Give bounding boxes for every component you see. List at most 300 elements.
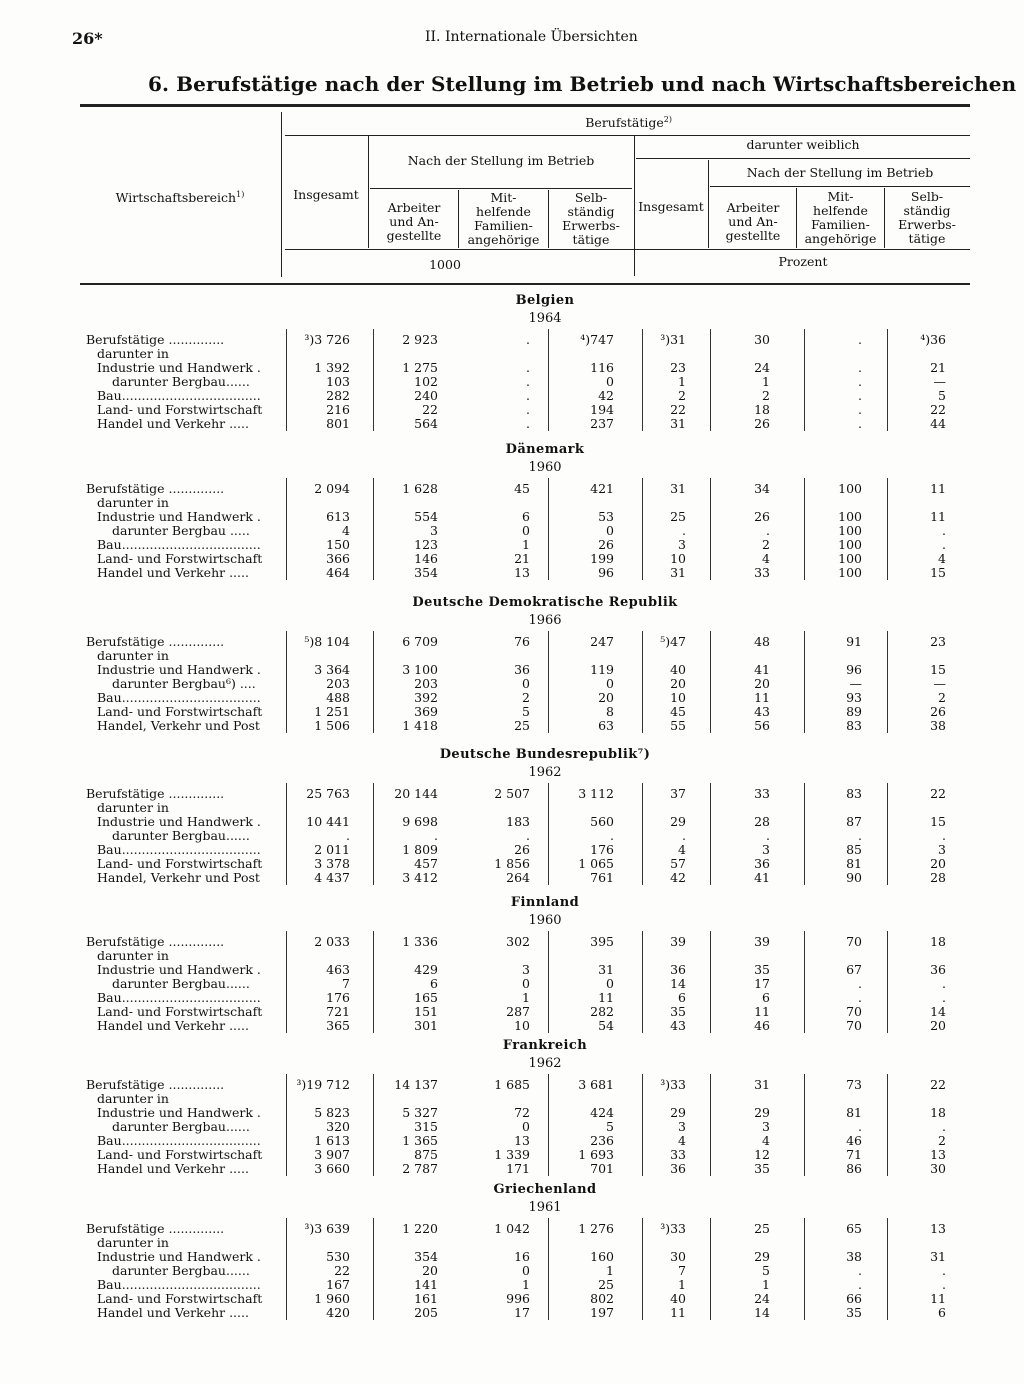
col-selbstaendig-line: ständig xyxy=(567,204,615,219)
year-label: 1966 xyxy=(528,613,562,628)
col-arbeiter-line: Arbeiter xyxy=(726,200,780,215)
unit-prozent: Prozent xyxy=(778,254,828,269)
row-label: darunter in xyxy=(97,496,169,510)
row-label: Handel und Verkehr ..... xyxy=(97,1019,249,1033)
cell-value: 46 xyxy=(754,1018,770,1033)
cell-value: 176 xyxy=(590,842,614,857)
row-label: darunter in xyxy=(97,1236,169,1250)
row-label: Land- und Forstwirtschaft xyxy=(97,857,263,871)
cell-value: 4 xyxy=(678,1133,686,1148)
cell-value: 53 xyxy=(598,509,614,524)
cell-value: 1 xyxy=(522,537,530,552)
cell-value: 42 xyxy=(598,388,614,403)
cell-value: 24 xyxy=(754,360,770,375)
row-label: darunter Bergbau...... xyxy=(112,829,250,843)
cell-value: 1 365 xyxy=(402,1133,438,1148)
column-rule xyxy=(548,1218,549,1320)
cell-value: 464 xyxy=(326,565,350,580)
col-arbeiter-weiblich xyxy=(710,201,796,243)
cell-value: 18 xyxy=(930,1105,946,1120)
row-label: Handel und Verkehr ..... xyxy=(97,566,249,580)
cell-value: 40 xyxy=(670,1291,686,1306)
cell-value: 1 809 xyxy=(402,842,438,857)
cell-value: 33 xyxy=(754,786,770,801)
country-name: Griechenland xyxy=(493,1182,597,1197)
cell-value: 100 xyxy=(838,509,862,524)
cell-value: . xyxy=(858,990,862,1005)
cell-value: 996 xyxy=(506,1291,530,1306)
cell-value: . xyxy=(526,416,530,431)
cell-value: 3 681 xyxy=(578,1077,614,1092)
cell-value: 23 xyxy=(670,360,686,375)
cell-value: 264 xyxy=(506,870,530,885)
cell-value: 1 628 xyxy=(402,481,438,496)
row-label: darunter in xyxy=(97,949,169,963)
row-label: Bau................................... xyxy=(97,691,261,705)
cell-value: 20 xyxy=(930,856,946,871)
year-label: 1960 xyxy=(528,913,562,928)
cell-value: 39 xyxy=(670,934,686,949)
cell-value: . xyxy=(766,828,770,843)
top-rule xyxy=(80,104,970,107)
rule xyxy=(708,160,709,248)
cell-value: 287 xyxy=(506,1004,530,1019)
cell-value: 1 392 xyxy=(314,360,350,375)
cell-value: 4 437 xyxy=(314,870,350,885)
cell-value: ⁴)747 xyxy=(580,332,614,347)
col-arbeiter-line: gestellte xyxy=(725,228,781,243)
cell-value: 315 xyxy=(414,1119,438,1134)
cell-value: 6 xyxy=(430,976,438,991)
cell-value: 39 xyxy=(754,934,770,949)
row-label: Berufstätige .............. xyxy=(86,935,225,949)
col-arbeiter-line: und An- xyxy=(389,214,439,229)
cell-value: . xyxy=(526,332,530,347)
cell-value: 1 xyxy=(522,1277,530,1292)
cell-value: 72 xyxy=(514,1105,530,1120)
cell-value: 6 xyxy=(522,509,530,524)
cell-value: . xyxy=(858,976,862,991)
cell-value: . xyxy=(942,1263,946,1278)
cell-value: 369 xyxy=(414,704,438,719)
cell-value: 167 xyxy=(326,1277,350,1292)
cell-value: . xyxy=(526,388,530,403)
cell-value: . xyxy=(858,416,862,431)
cell-value: 237 xyxy=(590,416,614,431)
cell-value: 33 xyxy=(754,565,770,580)
cell-value: 1 xyxy=(678,1277,686,1292)
cell-value: 3 100 xyxy=(402,662,438,677)
cell-value: 26 xyxy=(514,842,530,857)
cell-value: 199 xyxy=(590,551,614,566)
cell-value: 301 xyxy=(414,1018,438,1033)
cell-value: 1 220 xyxy=(402,1221,438,1236)
row-label: Bau................................... xyxy=(97,843,261,857)
cell-value: 36 xyxy=(670,1161,686,1176)
row-label: Handel und Verkehr ..... xyxy=(97,1162,249,1176)
cell-value: 205 xyxy=(414,1305,438,1320)
cell-value: 1 685 xyxy=(494,1077,530,1092)
col-selbstaendig xyxy=(549,191,633,247)
cell-value: . xyxy=(858,828,862,843)
cell-value: 13 xyxy=(514,565,530,580)
cell-value: 3 xyxy=(522,962,530,977)
cell-value: 56 xyxy=(754,718,770,733)
cell-value: ³)33 xyxy=(660,1077,686,1092)
cell-value: 18 xyxy=(754,402,770,417)
row-label: Bau................................... xyxy=(97,538,261,552)
stub-header xyxy=(90,188,270,205)
cell-value: 22 xyxy=(334,1263,350,1278)
cell-value: 25 xyxy=(754,1221,770,1236)
cell-value: 701 xyxy=(590,1161,614,1176)
cell-value: 71 xyxy=(846,1147,862,1162)
row-label: darunter in xyxy=(97,649,169,663)
row-label: Industrie und Handwerk . xyxy=(97,1106,261,1120)
cell-value: 875 xyxy=(414,1147,438,1162)
col-selbstaendig-line: Erwerbs- xyxy=(898,217,956,232)
cell-value: 802 xyxy=(590,1291,614,1306)
cell-value: 5 823 xyxy=(314,1105,350,1120)
cell-value: 13 xyxy=(514,1133,530,1148)
table-title: 6. Berufstätige nach der Stellung im Betrieb und nach Wirtschaftsbereichen xyxy=(148,72,1017,96)
row-label: Bau................................... xyxy=(97,1134,261,1148)
cell-value: 11 xyxy=(930,481,946,496)
row-label: Land- und Forstwirtschaft xyxy=(97,403,263,417)
cell-value: 3 378 xyxy=(314,856,350,871)
cell-value: 463 xyxy=(326,962,350,977)
row-label: Handel und Verkehr ..... xyxy=(97,1306,249,1320)
col-selbstaendig-line: Selb- xyxy=(574,190,608,205)
col-nach-stellung-weiblich: Nach der Stellung im Betrieb xyxy=(746,165,934,180)
cell-value: 123 xyxy=(414,537,438,552)
cell-value: 36 xyxy=(670,962,686,977)
cell-value: . xyxy=(526,828,530,843)
cell-value: . xyxy=(526,360,530,375)
cell-value: 0 xyxy=(606,374,614,389)
cell-value: 14 xyxy=(754,1305,770,1320)
cell-value: 23 xyxy=(930,634,946,649)
cell-value: 1 xyxy=(678,374,686,389)
cell-value: 282 xyxy=(590,1004,614,1019)
cell-value: 1 251 xyxy=(314,704,350,719)
cell-value: 10 xyxy=(514,1018,530,1033)
cell-value: 54 xyxy=(598,1018,614,1033)
cell-value: 20 xyxy=(670,676,686,691)
cell-value: 6 709 xyxy=(402,634,438,649)
col-mithelfende xyxy=(459,191,548,247)
cell-value: 183 xyxy=(506,814,530,829)
cell-value: 93 xyxy=(846,690,862,705)
cell-value: . xyxy=(942,990,946,1005)
cell-value: 151 xyxy=(414,1004,438,1019)
col-mithelfende-line: Mit- xyxy=(490,190,517,205)
cell-value: . xyxy=(682,523,686,538)
cell-value: 1 xyxy=(762,374,770,389)
cell-value: 0 xyxy=(522,676,530,691)
page-number: 26* xyxy=(72,29,103,48)
cell-value: 176 xyxy=(326,990,350,1005)
cell-value: 36 xyxy=(754,856,770,871)
cell-value: 22 xyxy=(930,1077,946,1092)
cell-value: 302 xyxy=(506,934,530,949)
cell-value: — xyxy=(933,676,946,691)
year-label: 1961 xyxy=(528,1200,562,1215)
cell-value: ⁵)47 xyxy=(660,634,686,649)
cell-value: 0 xyxy=(606,523,614,538)
cell-value: 354 xyxy=(414,1249,438,1264)
cell-value: 10 xyxy=(670,690,686,705)
cell-value: 1 856 xyxy=(494,856,530,871)
cell-value: . xyxy=(434,828,438,843)
cell-value: 488 xyxy=(326,690,350,705)
cell-value: 424 xyxy=(590,1105,614,1120)
cell-value: 1 336 xyxy=(402,934,438,949)
cell-value: 2 xyxy=(762,537,770,552)
cell-value: 70 xyxy=(846,934,862,949)
row-label: Handel, Verkehr und Post xyxy=(97,719,260,733)
row-label: Handel, Verkehr und Post xyxy=(97,871,260,885)
cell-value: 1 042 xyxy=(494,1221,530,1236)
cell-value: 554 xyxy=(414,509,438,524)
cell-value: 26 xyxy=(754,509,770,524)
cell-value: 20 xyxy=(422,1263,438,1278)
cell-value: 28 xyxy=(754,814,770,829)
cell-value: . xyxy=(858,1119,862,1134)
cell-value: 1 960 xyxy=(314,1291,350,1306)
cell-value: 2 923 xyxy=(402,332,438,347)
cell-value: 2 507 xyxy=(494,786,530,801)
cell-value: 20 xyxy=(930,1018,946,1033)
cell-value: 2 787 xyxy=(402,1161,438,1176)
cell-value: 240 xyxy=(414,388,438,403)
country-name: Dänemark xyxy=(505,442,585,457)
country-name: Deutsche Demokratische Republik xyxy=(412,595,678,610)
cell-value: 14 xyxy=(930,1004,946,1019)
cell-value: 3 364 xyxy=(314,662,350,677)
cell-value: 35 xyxy=(846,1305,862,1320)
cell-value: 6 xyxy=(938,1305,946,1320)
cell-value: 87 xyxy=(846,814,862,829)
col-mithelfende-line: angehörige xyxy=(804,231,877,246)
column-rule xyxy=(548,478,549,580)
cell-value: 3 xyxy=(430,523,438,538)
cell-value: 3 xyxy=(678,1119,686,1134)
cell-value: 42 xyxy=(670,870,686,885)
cell-value: 25 xyxy=(514,718,530,733)
cell-value: 3 xyxy=(762,1119,770,1134)
cell-value: 100 xyxy=(838,481,862,496)
cell-value: 65 xyxy=(846,1221,862,1236)
cell-value: 45 xyxy=(514,481,530,496)
row-label: darunter Bergbau...... xyxy=(112,977,250,991)
cell-value: 21 xyxy=(514,551,530,566)
cell-value: 203 xyxy=(414,676,438,691)
cell-value: 17 xyxy=(754,976,770,991)
top-header-label: Berufstätige xyxy=(585,115,664,131)
cell-value: 28 xyxy=(930,870,946,885)
row-label: Industrie und Handwerk . xyxy=(97,815,261,829)
cell-value: 18 xyxy=(930,934,946,949)
cell-value: 1 xyxy=(762,1277,770,1292)
cell-value: . xyxy=(858,402,862,417)
stub-header-note: 1) xyxy=(236,190,245,199)
cell-value: — xyxy=(933,374,946,389)
cell-value: 0 xyxy=(522,523,530,538)
cell-value: 320 xyxy=(326,1119,350,1134)
col-selbstaendig-line: ständig xyxy=(903,203,951,218)
country-name: Belgien xyxy=(515,293,575,308)
cell-value: 31 xyxy=(670,416,686,431)
cell-value: ³)19 712 xyxy=(296,1077,350,1092)
cell-value: 141 xyxy=(414,1277,438,1292)
column-rule xyxy=(548,931,549,1033)
column-rule xyxy=(548,631,549,733)
cell-value: 22 xyxy=(930,402,946,417)
cell-value: 96 xyxy=(598,565,614,580)
cell-value: 13 xyxy=(930,1221,946,1236)
cell-value: 15 xyxy=(930,565,946,580)
cell-value: 3 xyxy=(678,537,686,552)
cell-value: 1 276 xyxy=(578,1221,614,1236)
year-label: 1964 xyxy=(528,311,562,326)
cell-value: 2 033 xyxy=(314,934,350,949)
header-bottom-rule xyxy=(80,283,970,285)
row-label: Industrie und Handwerk . xyxy=(97,510,261,524)
cell-value: 146 xyxy=(414,551,438,566)
cell-value: ³)31 xyxy=(660,332,686,347)
cell-value: 2 xyxy=(678,388,686,403)
cell-value: 102 xyxy=(414,374,438,389)
cell-value: 31 xyxy=(670,481,686,496)
col-mithelfende-line: helfende xyxy=(476,204,531,219)
cell-value: 37 xyxy=(670,786,686,801)
cell-value: 116 xyxy=(590,360,614,375)
cell-value: 31 xyxy=(930,1249,946,1264)
col-insgesamt: Insgesamt xyxy=(293,187,359,202)
cell-value: 22 xyxy=(670,402,686,417)
cell-value: 0 xyxy=(606,976,614,991)
cell-value: 96 xyxy=(846,662,862,677)
cell-value: . xyxy=(942,828,946,843)
cell-value: 203 xyxy=(326,676,350,691)
cell-value: 5 xyxy=(938,388,946,403)
cell-value: 30 xyxy=(930,1161,946,1176)
column-rule xyxy=(548,329,549,431)
cell-value: 36 xyxy=(930,962,946,977)
cell-value: 13 xyxy=(930,1147,946,1162)
col-selbstaendig-line: tätige xyxy=(572,232,610,247)
cell-value: 20 xyxy=(598,690,614,705)
row-label: darunter Bergbau...... xyxy=(112,1120,250,1134)
cell-value: 55 xyxy=(670,718,686,733)
stub-divider xyxy=(281,112,282,277)
cell-value: 86 xyxy=(846,1161,862,1176)
rule xyxy=(636,158,970,159)
col-arbeiter-line: Arbeiter xyxy=(387,200,441,215)
row-label: Land- und Forstwirtschaft xyxy=(97,1148,263,1162)
cell-value: 395 xyxy=(590,934,614,949)
cell-value: 1 418 xyxy=(402,718,438,733)
cell-value: 8 xyxy=(606,704,614,719)
country-name: Frankreich xyxy=(502,1038,588,1053)
row-label: darunter Bergbau...... xyxy=(112,375,250,389)
cell-value: 89 xyxy=(846,704,862,719)
cell-value: 6 xyxy=(678,990,686,1005)
cell-value: 35 xyxy=(754,1161,770,1176)
cell-value: 35 xyxy=(754,962,770,977)
rule xyxy=(285,135,970,136)
cell-value: 6 xyxy=(762,990,770,1005)
cell-value: 91 xyxy=(846,634,862,649)
row-label: darunter Bergbau...... xyxy=(112,1264,250,1278)
cell-value: — xyxy=(849,676,862,691)
row-label: Land- und Forstwirtschaft xyxy=(97,1005,263,1019)
cell-value: . xyxy=(858,332,862,347)
top-header-note: 2) xyxy=(663,115,672,124)
col-darunter-weiblich: darunter weiblich xyxy=(746,137,860,152)
cell-value: 11 xyxy=(754,1004,770,1019)
cell-value: . xyxy=(526,374,530,389)
col-selbstaendig-line: Selb- xyxy=(910,189,944,204)
cell-value: . xyxy=(942,523,946,538)
year-label: 1962 xyxy=(528,765,562,780)
cell-value: 25 763 xyxy=(306,786,350,801)
row-label: darunter in xyxy=(97,347,169,361)
cell-value: 236 xyxy=(590,1133,614,1148)
cell-value: 66 xyxy=(846,1291,862,1306)
rule xyxy=(368,136,369,248)
cell-value: 26 xyxy=(930,704,946,719)
row-label: Land- und Forstwirtschaft xyxy=(97,705,263,719)
cell-value: 38 xyxy=(930,718,946,733)
cell-value: 29 xyxy=(670,814,686,829)
row-label: darunter Bergbau ..... xyxy=(112,524,250,538)
col-mithelfende-line: angehörige xyxy=(467,232,540,247)
cell-value: 70 xyxy=(846,1018,862,1033)
cell-value: 1 613 xyxy=(314,1133,350,1148)
unit-1000: 1000 xyxy=(429,257,461,272)
cell-value: 90 xyxy=(846,870,862,885)
cell-value: 12 xyxy=(754,1147,770,1162)
cell-value: 560 xyxy=(590,814,614,829)
row-label: Berufstätige .............. xyxy=(86,1078,225,1092)
country-name: Deutsche Bundesrepublik⁷) xyxy=(439,747,651,762)
cell-value: 14 xyxy=(670,976,686,991)
row-label: Berufstätige .............. xyxy=(86,787,225,801)
cell-value: 4 xyxy=(762,551,770,566)
cell-value: 119 xyxy=(590,662,614,677)
cell-value: ³)33 xyxy=(660,1221,686,1236)
col-selbstaendig-weiblich xyxy=(885,190,969,246)
cell-value: 2 094 xyxy=(314,481,350,496)
cell-value: 34 xyxy=(754,481,770,496)
cell-value: 3 660 xyxy=(314,1161,350,1176)
col-selbstaendig-line: Erwerbs- xyxy=(562,218,620,233)
cell-value: 33 xyxy=(670,1147,686,1162)
cell-value: 11 xyxy=(930,509,946,524)
cell-value: ⁴)36 xyxy=(920,332,946,347)
cell-value: . xyxy=(766,523,770,538)
cell-value: . xyxy=(858,1263,862,1278)
cell-value: 29 xyxy=(754,1249,770,1264)
cell-value: 14 137 xyxy=(394,1077,438,1092)
cell-value: 46 xyxy=(846,1133,862,1148)
cell-value: 17 xyxy=(514,1305,530,1320)
rule xyxy=(285,249,970,250)
cell-value: 103 xyxy=(326,374,350,389)
cell-value: 5 xyxy=(522,704,530,719)
